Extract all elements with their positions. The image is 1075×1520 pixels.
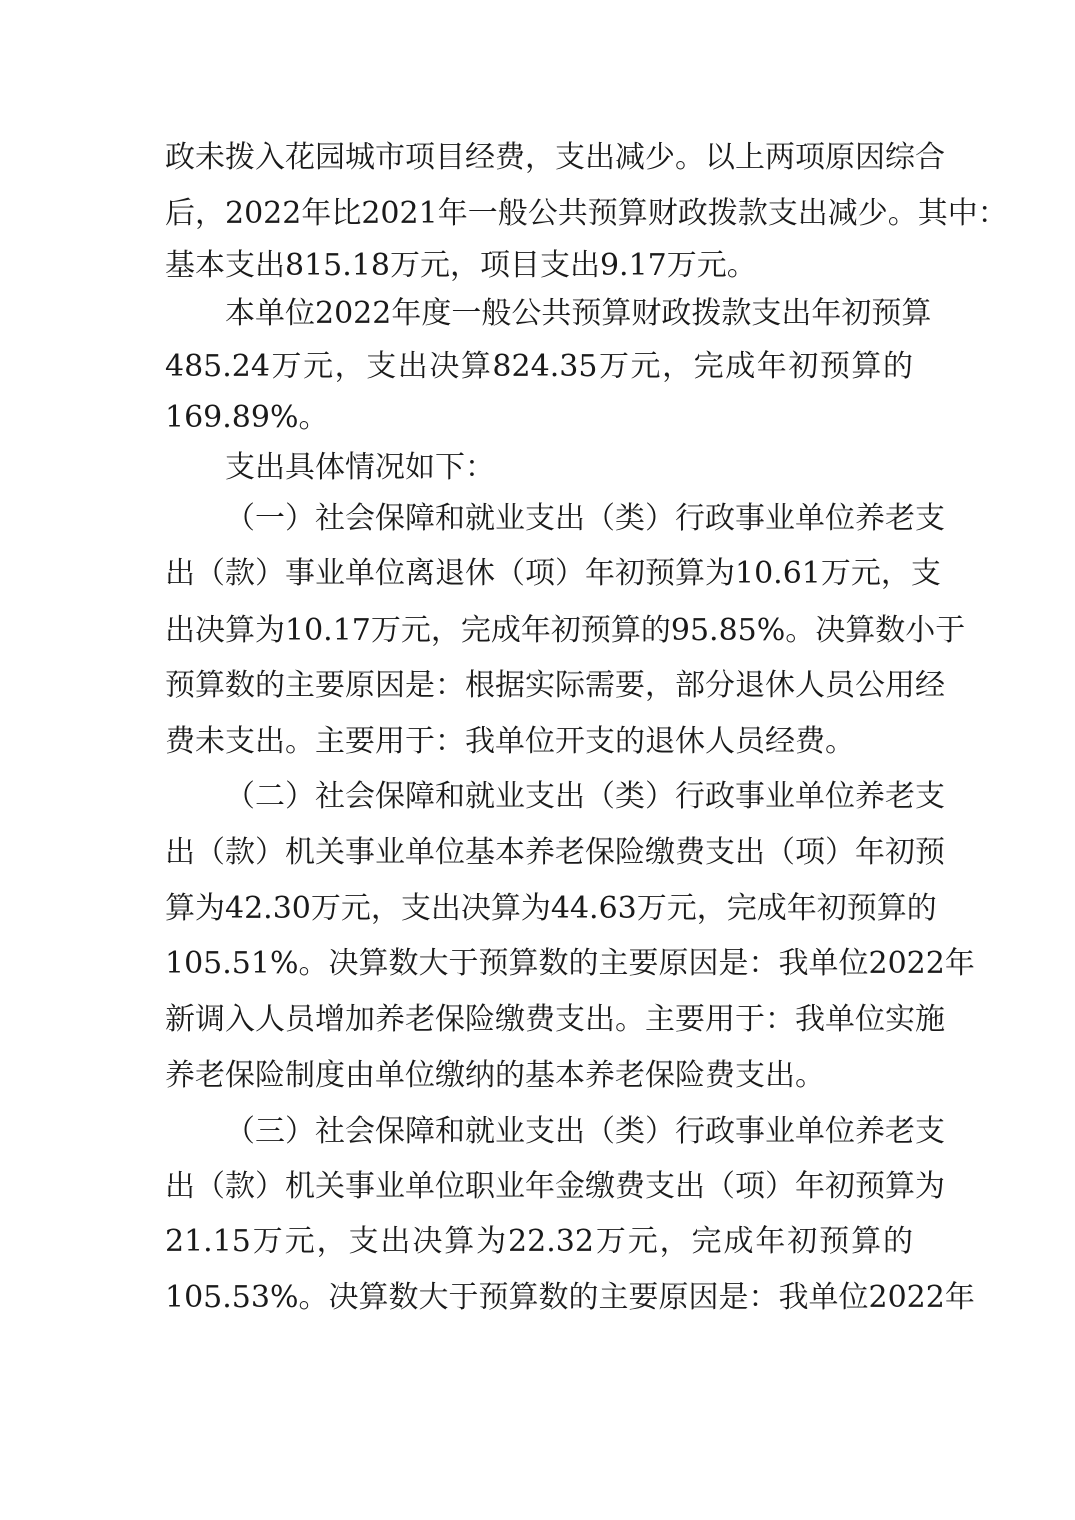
paragraph-line: 21.15万元，支出决算为22.32万元，完成年初预算的 (165, 1224, 913, 1259)
paragraph-line: 出（款）事业单位离退休（项）年初预算为10.61万元，支 (165, 556, 941, 591)
paragraph-line: 出（款）机关事业单位基本养老保险缴费支出（项）年初预 (165, 835, 945, 870)
paragraph-line: （三）社会保障和就业支出（类）行政事业单位养老支 (225, 1114, 945, 1149)
paragraph-line: （二）社会保障和就业支出（类）行政事业单位养老支 (225, 779, 945, 814)
paragraph-line: 出（款）机关事业单位职业年金缴费支出（项）年初预算为 (165, 1169, 945, 1204)
paragraph-line: 105.51%。决算数大于预算数的主要原因是：我单位2022年 (165, 946, 975, 981)
paragraph-line: 出决算为10.17万元，完成年初预算的95.85%。决算数小于 (165, 613, 966, 648)
paragraph-line: 政未拨入花园城市项目经费，支出减少。以上两项原因综合 (165, 140, 945, 175)
paragraph-line: 预算数的主要原因是：根据实际需要，部分退休人员公用经 (165, 668, 945, 703)
paragraph-line: 485.24万元，支出决算824.35万元，完成年初预算的 (165, 349, 913, 384)
paragraph-line: 支出具体情况如下： (225, 450, 495, 485)
paragraph-line: 新调入人员增加养老保险缴费支出。主要用于：我单位实施 (165, 1002, 945, 1037)
paragraph-line: 算为42.30万元，支出决算为44.63万元，完成年初预算的 (165, 891, 937, 926)
paragraph-line: 基本支出815.18万元，项目支出9.17万元。 (165, 248, 757, 283)
paragraph-line: 后，2022年比2021年一般公共预算财政拨款支出减少。其中： (165, 196, 1008, 231)
paragraph-line: （一）社会保障和就业支出（类）行政事业单位养老支 (225, 501, 945, 536)
paragraph-line: 169.89%。 (165, 400, 329, 435)
paragraph-line: 养老保险制度由单位缴纳的基本养老保险费支出。 (165, 1058, 825, 1093)
paragraph-line: 本单位2022年度一般公共预算财政拨款支出年初预算 (225, 296, 932, 331)
paragraph-line: 105.53%。决算数大于预算数的主要原因是：我单位2022年 (165, 1280, 975, 1315)
paragraph-line: 费未支出。主要用于：我单位开支的退休人员经费。 (165, 724, 855, 759)
